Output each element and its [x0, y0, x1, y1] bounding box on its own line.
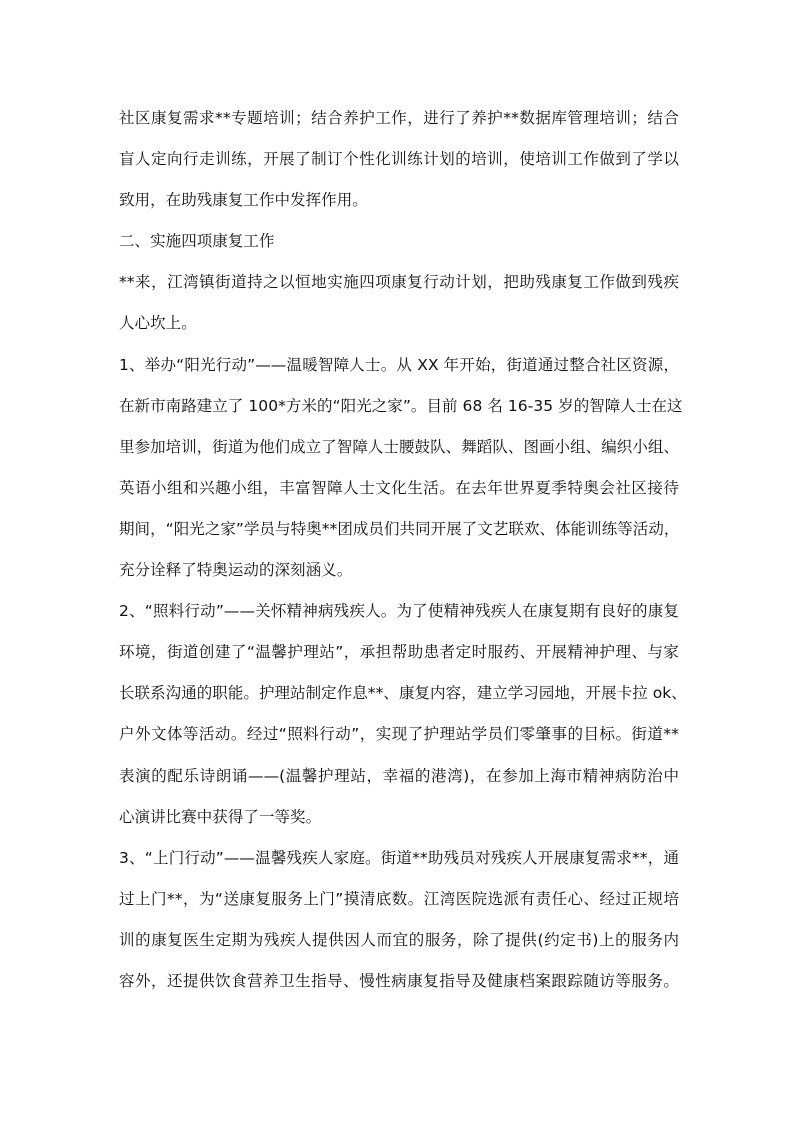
- text-line: 社区康复需求**专题培训；结合养护工作，进行了养护**数据库管理培训；结合: [119, 109, 679, 127]
- text-line: 户外文体等活动。经过“照料行动”，实现了护理站学员们零肇事的目标。街道**: [119, 725, 679, 744]
- text-line: 表演的配乐诗朗诵——(温馨护理站，幸福的港湾)，在参加上海市精神病防治中: [119, 766, 679, 785]
- text-line: 英语小组和兴趣小组，丰富智障人士文化生活。在去年世界夏季特奥会社区接待: [119, 478, 679, 497]
- text-line: 致用，在助残康复工作中发挥作用。: [119, 191, 368, 210]
- text-line: 在新市南路建立了 100*方米的“阳光之家”。目前 68 名 16-35 岁的智障人士在这: [119, 396, 683, 415]
- text-line: 充分诠释了特奥运动的深刻涵义。: [119, 561, 353, 580]
- text-line: 期间，“阳光之家”学员与特奥**团成员们共同开展了文艺联欢、体能训练等活动，: [119, 519, 680, 538]
- text-line: 1、举办“阳光行动”——温暖智障人士。从 XX 年开始，街道通过整合社区资源，: [119, 355, 679, 374]
- text-line: 环境，街道创建了“温馨护理站”，承担帮助患者定时服药、开展精神护理、与家: [119, 643, 679, 662]
- text-line: 过上门**，为“送康复服务上门”摸清底数。江湾医院选派有责任心、经过正规培: [119, 889, 679, 908]
- text-line: 2、“照料行动”——关怀精神病残疾人。为了使精神残疾人在康复期有良好的康复: [119, 602, 679, 621]
- text-line: 里参加培训，街道为他们成立了智障人士腰鼓队、舞蹈队、图画小组、编织小组、: [119, 437, 679, 456]
- text-line: 二、实施四项康复工作: [119, 232, 275, 251]
- text-line: 长联系沟通的职能。护理站制定作息**、康复内容，建立学习园地，开展卡拉 ok、: [119, 684, 687, 703]
- body-text: [119, 102, 687, 1006]
- text-line: 3、“上门行动”——温馨残疾人家庭。街道**助残员对残疾人开展康复需求**，通: [119, 848, 679, 867]
- text-line: 心演讲比赛中获得了一等奖。: [119, 807, 322, 826]
- text-line: 容外，还提供饮食营养卫生指导、慢性病康复指导及健康档案跟踪随访等服务。: [119, 971, 679, 990]
- text-line: **来，江湾镇街道持之以恒地实施四项康复行动计划，把助残康复工作做到残疾: [119, 273, 679, 292]
- text-line: 盲人定向行走训练，开展了制订个性化训练计划的培训，使培训工作做到了学以: [119, 150, 679, 169]
- text-line: 训的康复医生定期为残疾人提供因人而宜的服务，除了提供(约定书)上的服务内: [119, 930, 679, 949]
- text-line: 人心坎上。: [119, 314, 197, 333]
